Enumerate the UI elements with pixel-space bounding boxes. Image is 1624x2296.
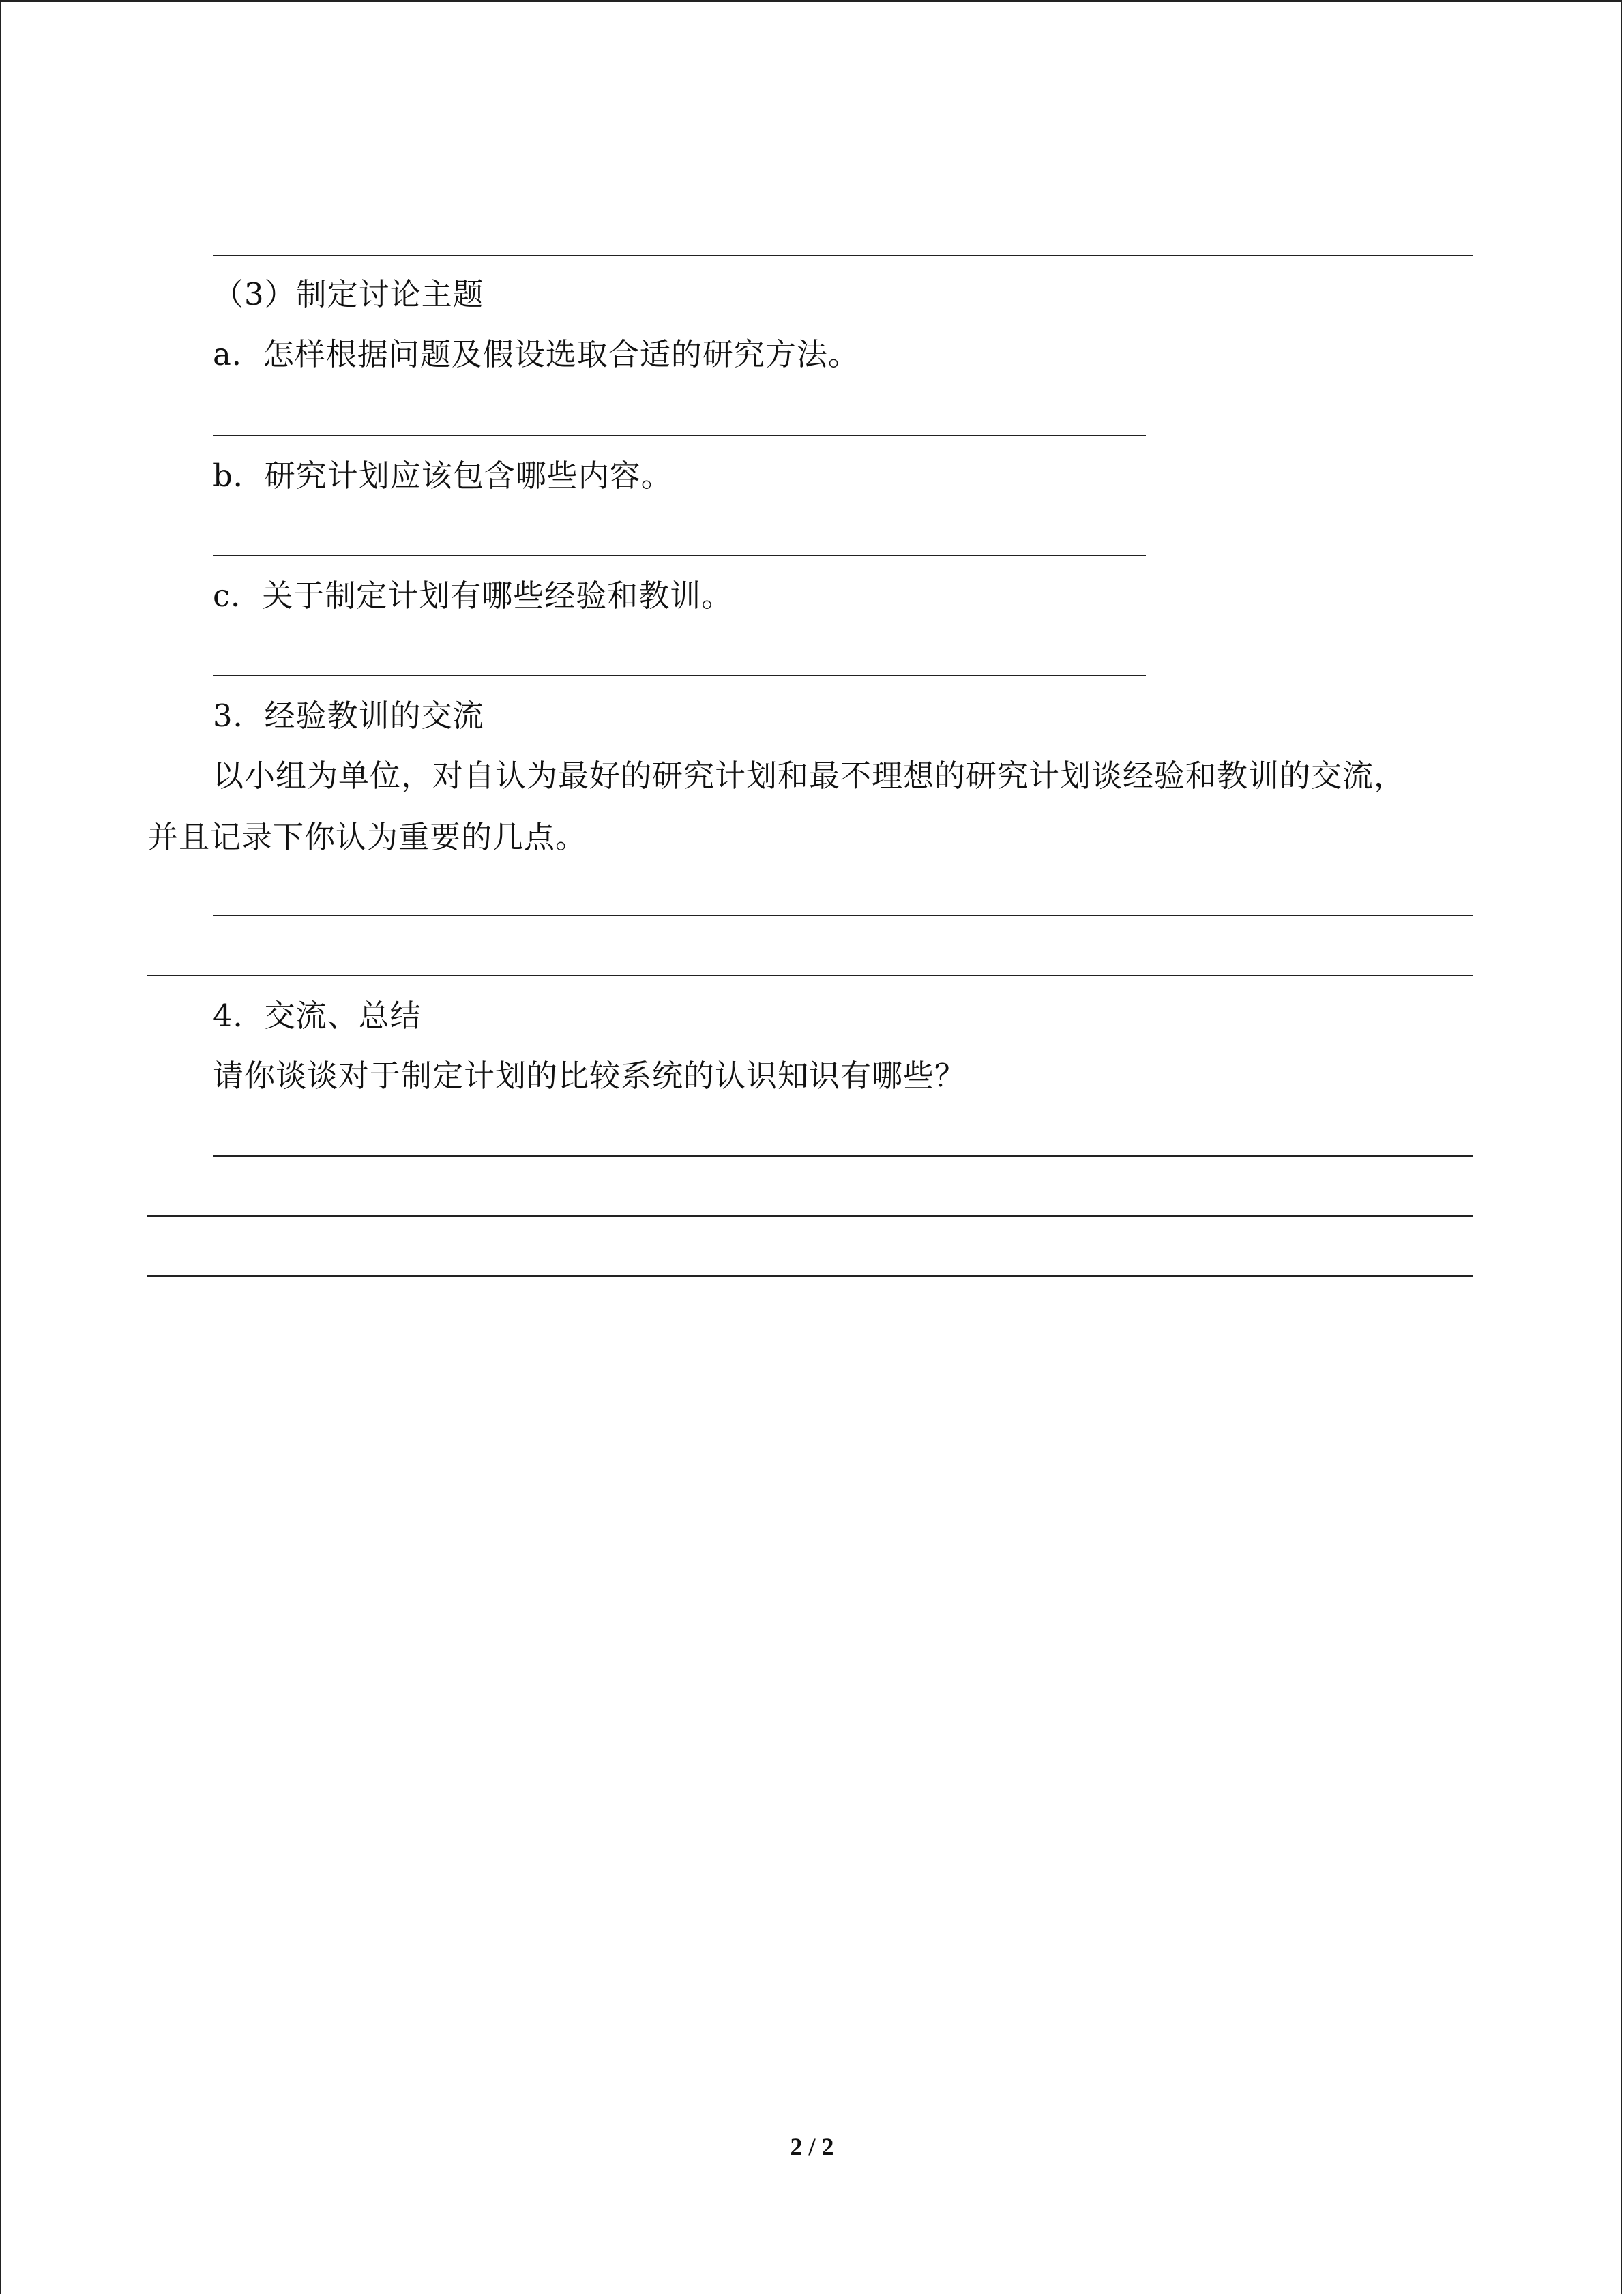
- summary-prompt: 请你谈谈对于制定计划的比较系统的认识知识有哪些？: [213, 1058, 966, 1094]
- question-a: a．怎样根据问题及假设选取合适的研究方法。: [213, 336, 859, 372]
- exchange-paragraph-line1: 以小组为单位，对自认为最好的研究计划和最不理想的研究计划谈经验和教训的交流，: [213, 758, 1406, 794]
- answer-line-exchange-2[interactable]: [147, 975, 1473, 976]
- question-b: b．研究计划应该包含哪些内容。: [213, 458, 673, 494]
- answer-line-summary-1[interactable]: [213, 1155, 1473, 1157]
- section-heading: （3）制定讨论主题: [213, 276, 484, 312]
- answer-line-summary-2[interactable]: [147, 1215, 1473, 1217]
- question-c: c．关于制定计划有哪些经验和教训。: [213, 578, 733, 614]
- answer-line-c[interactable]: [213, 675, 1146, 676]
- answer-line-exchange-1[interactable]: [213, 915, 1473, 916]
- answer-line-a[interactable]: [213, 435, 1146, 436]
- page-number: 2 / 2: [790, 2133, 834, 2160]
- exchange-paragraph-line2: 并且记录下你认为重要的几点。: [147, 819, 587, 855]
- exchange-heading: 3．经验教训的交流: [213, 698, 484, 734]
- answer-line-summary-3[interactable]: [147, 1275, 1473, 1277]
- answer-line-b[interactable]: [213, 555, 1146, 556]
- answer-line[interactable]: [213, 255, 1473, 256]
- summary-heading: 4．交流、总结: [213, 998, 422, 1034]
